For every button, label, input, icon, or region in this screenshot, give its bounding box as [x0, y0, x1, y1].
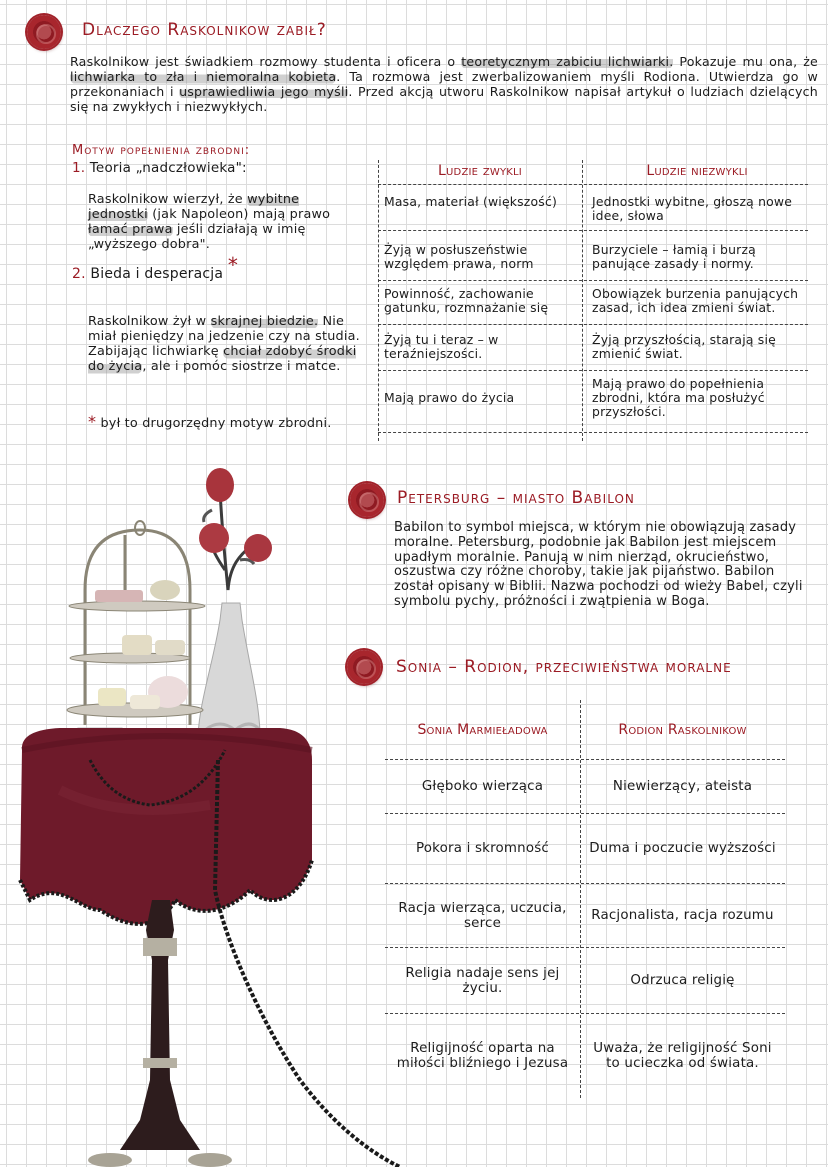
text-run: Raskolnikow wierzył, że	[88, 192, 248, 207]
table-cell: Żyją w posłuszeństwie względem prawa, norm	[384, 242, 534, 271]
table-row	[378, 371, 808, 433]
table-cell: Religia nadaje sens jej życiu.	[405, 965, 560, 996]
table-people	[378, 160, 808, 433]
motive-2-text	[88, 314, 363, 374]
highlighted-text: łamać prawa	[88, 222, 173, 237]
section-title-petersburg: Petersburg – miasto Babilon	[397, 488, 635, 508]
section-title-why: Dlaczego Raskolnikow zabił?	[82, 20, 327, 40]
footnote	[88, 412, 332, 431]
motive-number: 1.	[72, 160, 86, 176]
table-row	[385, 948, 785, 1014]
table-row	[385, 760, 785, 814]
table-cell: Duma i poczucie wyższości	[589, 841, 776, 856]
table-divider	[582, 160, 583, 441]
table-header-row	[378, 160, 808, 185]
table-cell: Obowiązek burzenia panujących zasad, ich idea zmieni świat.	[592, 286, 799, 315]
motive-label: Teoria „nadczłowieka":	[89, 160, 247, 176]
wax-seal-icon	[350, 483, 384, 517]
table-illustration	[0, 460, 400, 1167]
text-run: Nie miał pieniędzy na jedzenie czy na studia. Zabijając lichwiarkę	[88, 314, 360, 359]
motive-1-text	[88, 192, 358, 252]
text-run: , ale i pomóc siostrze i matce.	[142, 359, 341, 374]
table-cell: Żyją tu i teraz – w teraźniejszości.	[384, 332, 499, 361]
asterisk-icon: *	[88, 412, 97, 431]
table-cell: Jednostki wybitne, głoszą nowe idee, słowa	[592, 194, 793, 223]
motive-label: Bieda i desperacja	[90, 266, 224, 282]
section-why-paragraph	[70, 54, 818, 114]
footnote-text: był to drugorzędny motyw zbrodni.	[100, 416, 332, 431]
table-row	[385, 1014, 785, 1098]
section-petersburg-paragraph: Babilon to symbol miejsca, w którym nie obowiązują zasady moralne. Petersburg, podobnie jak Babilon jest miejscem upadłym moralnie. Panują w nim nierząd, okrucieństwo, oszustwa czy różne choroby, takie jak pijaństwo. Babilon został opisany w Biblii. Nazwa pochodzi od wieży Babel, czyli symbolu pychy, próżności i zwątpienia w Boga.	[394, 520, 803, 609]
highlighted-text: usprawiedliwia jego myśli	[179, 84, 349, 99]
table-contrast	[385, 700, 785, 1098]
wax-seal-icon	[347, 650, 381, 684]
text-run: . Przed akcją utworu Raskolnikow napisał artykuł o ludziach dzielących się na zwykłych i niezwykłych.	[70, 84, 818, 114]
highlighted-text: teoretycznym zabiciu lichwiarki.	[461, 54, 674, 69]
table-cell: Żyją przyszłością, starają się zmienić świat.	[592, 332, 776, 361]
table-cell: Mają prawo do życia	[384, 390, 515, 405]
table-row	[378, 185, 808, 231]
column-header: Ludzie niezwykli	[646, 163, 748, 179]
table-cell: Odrzuca religię	[630, 973, 735, 988]
table-row	[378, 325, 808, 371]
column-header: Sonia Marmieładowa	[417, 721, 548, 738]
table-row	[378, 231, 808, 281]
table-cell: Masa, materiał (większość)	[384, 194, 557, 209]
text-run: (jak Napoleon) mają prawo	[147, 207, 331, 222]
wax-seal-icon	[27, 15, 61, 49]
table-cell: Powinność, zachowanie gatunku, rozmnażanie się	[384, 286, 549, 315]
section-title-sonia: Sonia – Rodion, przeciwieństwa moralne	[396, 657, 732, 677]
table-cell: Niewierzący, ateista	[612, 779, 753, 794]
motive-number: 2.	[72, 266, 86, 282]
highlighted-text: lichwiarka to zła i niemoralna kobieta	[70, 69, 337, 84]
motive-2-label	[72, 253, 239, 283]
text-run: jeśli działają w imię „wyższego dobra".	[88, 222, 306, 252]
highlighted-text: chciał zdobyć środki do życia	[88, 344, 357, 374]
text-run: Pokazuje mu ona, że	[673, 54, 818, 69]
motive-1-label	[72, 160, 247, 176]
table-cell: Pokora i skromność	[415, 841, 549, 856]
table-cell: Racjonalista, racja rozumu	[591, 908, 774, 923]
table-cell: Uważa, że religijność Soni to ucieczka od świata.	[593, 1041, 772, 1071]
column-header: Ludzie zwykli	[438, 163, 522, 179]
highlighted-text: wybitne jednostki	[88, 192, 300, 222]
table-row	[378, 281, 808, 325]
table-cell: Burzyciele – łamią i burzą panujące zasady i normy.	[592, 242, 756, 271]
table-row	[385, 884, 785, 948]
column-header: Rodion Raskolnikow	[618, 721, 747, 738]
table-header-row	[385, 700, 785, 760]
table-cell: Racja wierząca, uczucia, serce	[398, 900, 567, 931]
text-run: Raskolnikow jest świadkiem rozmowy studenta i oficera o	[70, 54, 462, 69]
table-cell: Mają prawo do popełnienia zbrodni, która ma posłużyć przyszłości.	[592, 376, 765, 419]
table-cell: Głęboko wierząca	[421, 779, 544, 794]
asterisk-icon: *	[227, 253, 239, 277]
highlighted-text: skrajnej biedzie.	[210, 314, 319, 329]
text-run: . Ta rozmowa jest zwerbalizowaniem myśli Rodiona. Utwierdza go w przekonaniach i	[70, 69, 818, 99]
table-divider	[378, 160, 379, 441]
text-run: Raskolnikow żył w	[88, 314, 211, 329]
motives-heading: Motyw popełnienia zbrodni:	[72, 143, 251, 158]
table-divider	[580, 700, 581, 1098]
table-row	[385, 814, 785, 884]
table-cell: Religijność oparta na miłości bliźniego i Jezusa	[396, 1041, 569, 1071]
